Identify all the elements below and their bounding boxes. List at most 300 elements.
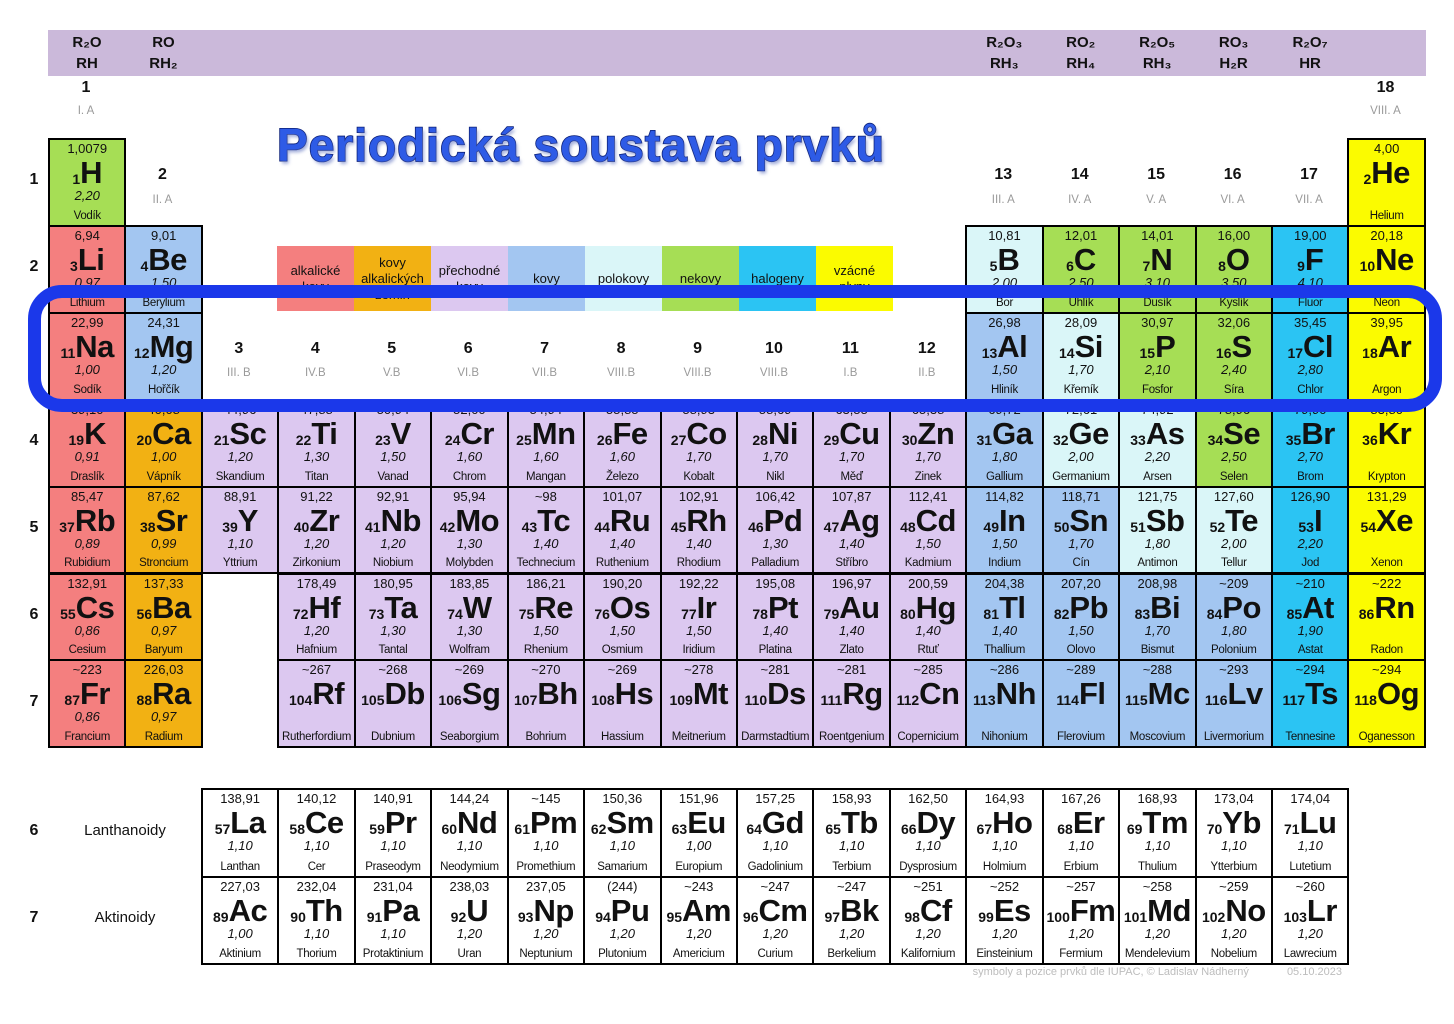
- element-cell-Ts: [1271, 659, 1349, 748]
- element-cell-Pu: [583, 876, 661, 966]
- group-number-13: 13: [994, 166, 1013, 183]
- element-name: Křemík: [1063, 383, 1099, 396]
- symbol-line: [516, 415, 576, 451]
- atomic-mass: 126,90: [1290, 488, 1331, 504]
- element-name: Helium: [1369, 209, 1404, 222]
- element-cell-Ba: [124, 573, 202, 662]
- atomic-mass: 63,55: [835, 401, 868, 417]
- electronegativity: 1,10: [609, 838, 635, 853]
- element-symbol: Te: [1225, 502, 1259, 538]
- period-number-6: 6: [29, 605, 39, 623]
- atomic-number: 23: [375, 431, 391, 448]
- element-symbol: Ru: [609, 502, 651, 538]
- atomic-mass: 237,05: [525, 878, 566, 894]
- electronegativity: 2,50: [1068, 274, 1094, 290]
- symbol-line: [591, 807, 654, 838]
- element-name: Yttrium: [222, 557, 258, 570]
- element-name: Promethium: [516, 860, 576, 873]
- atomic-number: 116: [1204, 692, 1228, 709]
- atomic-mass: 190,20: [602, 575, 643, 591]
- legend-label: polokovy: [597, 270, 650, 286]
- element-cell-Th: [277, 876, 355, 966]
- atomic-mass: 24,31: [147, 314, 180, 330]
- element-symbol: Cm: [758, 892, 808, 928]
- atomic-mass: 9,01: [151, 227, 177, 243]
- symbol-line: [1283, 892, 1337, 928]
- symbol-line: [1218, 241, 1250, 277]
- atomic-mass: ~252: [989, 878, 1020, 894]
- atomic-mass: ~294: [1372, 662, 1402, 678]
- element-cell-Ru: [583, 486, 661, 575]
- element-symbol: Rb: [74, 502, 116, 538]
- element-cell-Cr: [430, 399, 508, 488]
- element-symbol: Mc: [1147, 676, 1190, 712]
- atomic-mass: 140,12: [296, 791, 337, 806]
- element-cell-B: [965, 225, 1043, 314]
- element-symbol: Ds: [767, 676, 806, 712]
- element-cell-Cn: [889, 659, 967, 748]
- atomic-mass: 192,22: [678, 575, 719, 591]
- symbol-line: [1056, 676, 1106, 712]
- atomic-number: 108: [591, 692, 615, 709]
- element-cell-Hg: [889, 573, 967, 662]
- symbol-line: [70, 241, 105, 277]
- element-cell-Rf: [277, 659, 355, 748]
- element-cell-Pb: [1042, 573, 1120, 662]
- element-symbol: Am: [682, 892, 731, 928]
- group-roman-label: II. A: [152, 194, 173, 206]
- element-cell-W: [430, 573, 508, 662]
- electronegativity: 1,70: [762, 448, 788, 464]
- atomic-number: 75: [518, 605, 535, 622]
- symbol-line: [1358, 589, 1415, 625]
- atomic-mass: 20,18: [1370, 227, 1403, 243]
- symbol-line: [1134, 589, 1181, 625]
- footer-date: 05.10.2023: [1286, 966, 1342, 978]
- element-cell-Ir: [660, 573, 738, 662]
- atomic-number: 90: [290, 908, 306, 925]
- element-cell-Sr: [124, 486, 202, 575]
- element-cell-Li: [48, 225, 126, 314]
- element-cell-Pm: [507, 788, 585, 878]
- atomic-mass: ~260: [1295, 878, 1325, 894]
- electronegativity: 1,10: [380, 925, 406, 941]
- symbol-line: [983, 589, 1026, 625]
- electronegativity: 1,10: [227, 535, 253, 551]
- element-name: Selen: [1219, 470, 1248, 483]
- symbol-line: [594, 589, 651, 625]
- element-symbol: Os: [609, 589, 651, 625]
- element-cell-Re: [507, 573, 585, 662]
- symbol-line: [670, 502, 727, 538]
- symbol-line: [820, 676, 883, 712]
- element-cell-P: [1118, 312, 1196, 401]
- electronegativity: 1,10: [533, 838, 559, 853]
- element-name: Rubidium: [64, 557, 111, 570]
- element-name: Nihonium: [981, 731, 1028, 744]
- symbol-line: [1363, 157, 1409, 188]
- formula-group-15: [1118, 32, 1196, 74]
- series-period-number-6: 6: [29, 821, 39, 839]
- element-cell-Mn: [507, 399, 585, 488]
- symbol-line: [1066, 241, 1096, 277]
- electronegativity: 1,40: [533, 535, 559, 551]
- group-roman-label: I. A: [77, 105, 95, 117]
- atomic-mass: 157,25: [755, 791, 796, 806]
- atomic-mass: 32,06: [1217, 314, 1251, 330]
- atomic-mass: 72,61: [1064, 401, 1098, 417]
- electronegativity: 1,40: [609, 535, 635, 551]
- element-name: Cer: [307, 860, 326, 873]
- element-name: Europium: [675, 860, 723, 873]
- symbol-line: [140, 241, 187, 277]
- element-symbol: Lr: [1306, 892, 1337, 928]
- electronegativity: 2,20: [1297, 535, 1323, 551]
- group-roman-label: VII. A: [1295, 194, 1323, 206]
- group-number-5: 5: [387, 340, 397, 357]
- atomic-number: 115: [1125, 692, 1148, 709]
- element-symbol: Bi: [1150, 589, 1181, 625]
- atomic-number: 48: [900, 518, 916, 535]
- symbol-line: [1125, 676, 1190, 712]
- electronegativity: 1,20: [838, 925, 865, 941]
- electronegativity: 1,10: [303, 838, 330, 853]
- symbol-line: [1130, 415, 1185, 451]
- atomic-mass: 16,00: [1217, 227, 1251, 243]
- element-name: Fluor: [1297, 296, 1323, 309]
- symbol-line: [1142, 241, 1173, 277]
- symbol-line: [976, 415, 1033, 451]
- element-symbol: Rn: [1374, 589, 1415, 625]
- electronegativity: 2,10: [1144, 361, 1171, 377]
- atomic-number: 53: [1298, 518, 1314, 535]
- symbol-line: [295, 415, 338, 451]
- electronegativity: 1,20: [762, 925, 788, 941]
- electronegativity: 1,20: [1297, 925, 1323, 941]
- electronegativity: 1,20: [1221, 925, 1247, 941]
- atomic-number: 5: [989, 257, 998, 274]
- element-symbol: Rg: [842, 676, 883, 712]
- element-symbol: Fr: [80, 676, 110, 712]
- atomic-mass: ~251: [913, 878, 943, 894]
- element-symbol: Cs: [75, 589, 115, 625]
- atomic-number: 87: [64, 692, 80, 709]
- element-symbol: Kr: [1377, 415, 1412, 451]
- element-cell-Os: [583, 573, 661, 662]
- group-roman-label: III. A: [991, 194, 1015, 206]
- atomic-number: 25: [516, 431, 532, 448]
- element-symbol: Al: [997, 328, 1028, 364]
- atomic-number: 71: [1284, 821, 1300, 837]
- electronegativity: 1,70: [1068, 361, 1094, 377]
- oxide-formula: RO₃: [1218, 34, 1249, 51]
- atomic-mass: 26,98: [988, 314, 1021, 330]
- atomic-mass: 87,62: [147, 488, 180, 504]
- element-symbol: Cf: [919, 892, 952, 928]
- symbol-line: [136, 415, 191, 451]
- symbol-line: [72, 157, 102, 188]
- symbol-line: [752, 589, 798, 625]
- symbol-line: [1360, 502, 1413, 538]
- electronegativity: 3,10: [1144, 274, 1171, 290]
- atomic-mass: 91,22: [300, 488, 333, 504]
- legend-item: [277, 246, 354, 311]
- element-symbol: Mt: [692, 676, 728, 712]
- element-name: Livermorium: [1203, 731, 1264, 744]
- atomic-number: 88: [136, 692, 153, 709]
- electronegativity: 1,70: [838, 448, 865, 464]
- electronegativity: 1,00: [74, 361, 100, 377]
- atomic-number: 106: [438, 692, 462, 709]
- element-name: Plutonium: [598, 948, 647, 960]
- element-symbol: Gd: [761, 805, 804, 840]
- element-cell-Mt: [660, 659, 738, 748]
- element-name: Terbium: [832, 860, 872, 873]
- symbol-line: [60, 589, 115, 625]
- atomic-mass: ~243: [684, 878, 714, 894]
- electronegativity: 1,60: [609, 448, 635, 464]
- electronegativity: 1,30: [456, 622, 483, 638]
- atomic-number: 68: [1057, 821, 1073, 837]
- atomic-mass: ~259: [1219, 878, 1249, 894]
- symbol-line: [1285, 415, 1335, 451]
- atomic-number: 39: [222, 518, 238, 535]
- element-cell-He: [1347, 138, 1425, 227]
- atomic-mass: 83,80: [1370, 401, 1403, 417]
- element-name: Vodík: [73, 209, 101, 222]
- group-roman-label: VI.B: [457, 367, 480, 379]
- element-cell-Ge: [1042, 399, 1120, 488]
- atomic-mass: 137,33: [143, 575, 184, 591]
- element-cell-I: [1271, 486, 1349, 575]
- element-symbol: Zr: [309, 502, 340, 538]
- element-name: Draslík: [70, 470, 105, 483]
- element-symbol: Sg: [461, 676, 501, 712]
- symbol-line: [1209, 502, 1259, 538]
- symbol-line: [450, 892, 489, 928]
- element-name: Chrom: [452, 470, 486, 483]
- atomic-mass: 58,69: [758, 401, 792, 417]
- atomic-mass: 226,03: [143, 662, 184, 678]
- element-cell-Pr: [354, 788, 432, 878]
- atomic-mass: 107,87: [831, 488, 872, 504]
- element-name: Lutetium: [1289, 860, 1332, 873]
- atomic-number: 17: [1287, 344, 1304, 361]
- atomic-number: 38: [139, 518, 156, 535]
- atomic-number: 82: [1053, 605, 1070, 622]
- atomic-mass: 55,85: [606, 401, 639, 417]
- electronegativity: 1,50: [915, 535, 941, 551]
- element-cell-Zr: [277, 486, 355, 575]
- element-name: Zlato: [839, 644, 864, 657]
- period-number-5: 5: [29, 519, 39, 537]
- element-name: Kalifornium: [900, 948, 956, 960]
- element-symbol: Na: [75, 328, 114, 364]
- element-name: Hliník: [991, 383, 1018, 396]
- atomic-mass: ~222: [1372, 575, 1402, 591]
- electronegativity: 1,50: [1068, 622, 1094, 638]
- element-cell-Cs: [48, 573, 126, 662]
- element-symbol: W: [462, 589, 492, 625]
- atomic-mass: 12,01: [1064, 227, 1098, 243]
- legend-item: [431, 246, 508, 311]
- element-symbol: Ar: [1377, 328, 1412, 364]
- element-cell-U: [430, 876, 508, 966]
- group-roman-label: VIII. A: [1370, 105, 1401, 117]
- symbol-line: [670, 415, 727, 451]
- element-name: Brom: [1297, 470, 1324, 483]
- atomic-mass: 132,91: [67, 575, 108, 591]
- element-cell-Og: [1347, 659, 1425, 748]
- symbol-line: [1204, 676, 1263, 712]
- electronegativity: 0,99: [151, 535, 177, 551]
- element-symbol: Br: [1301, 415, 1335, 451]
- electronegativity: 1,50: [151, 274, 177, 290]
- symbol-line: [366, 892, 420, 928]
- element-name: Niobium: [372, 557, 414, 570]
- element-cell-Pd: [736, 486, 814, 575]
- element-name: Kadmium: [904, 557, 952, 570]
- electronegativity: 1,00: [227, 925, 253, 941]
- atomic-mass: (244): [607, 878, 638, 894]
- atomic-mass: 164,93: [984, 791, 1025, 806]
- atomic-number: 35: [1285, 431, 1302, 448]
- atomic-number: 15: [1139, 344, 1156, 361]
- element-cell-Cd: [889, 486, 967, 575]
- element-cell-Ta: [354, 573, 432, 662]
- atomic-number: 62: [590, 821, 607, 837]
- element-cell-N: [1118, 225, 1196, 314]
- atomic-mass: 39,95: [1370, 314, 1403, 330]
- symbol-line: [136, 589, 191, 625]
- element-symbol: In: [998, 502, 1026, 538]
- atomic-number: 89: [212, 908, 229, 925]
- atomic-number: 26: [596, 431, 613, 448]
- element-cell-Er: [1042, 788, 1120, 878]
- electronegativity: 1,20: [915, 925, 941, 941]
- element-symbol: Cd: [915, 502, 956, 538]
- element-cell-Rb: [48, 486, 126, 575]
- symbol-line: [290, 892, 343, 928]
- atomic-number: 110: [744, 692, 768, 709]
- legend-item: [816, 246, 893, 311]
- oxide-formula: R₂O: [72, 34, 102, 51]
- series-period-number-7: 7: [29, 909, 39, 927]
- element-cell-Rh: [660, 486, 738, 575]
- symbol-line: [288, 676, 345, 712]
- element-symbol: Po: [1222, 589, 1261, 625]
- atomic-mass: 178,49: [296, 575, 337, 591]
- electronegativity: 1,10: [456, 838, 483, 853]
- electronegativity: 1,20: [380, 535, 406, 551]
- element-cell-Nh: [965, 659, 1043, 748]
- atomic-number: 99: [978, 908, 994, 925]
- element-cell-H: [48, 138, 126, 227]
- element-symbol: Co: [686, 415, 727, 451]
- atomic-mass: ~281: [760, 662, 790, 678]
- atomic-number: 27: [670, 431, 687, 448]
- element-cell-Ds: [736, 659, 814, 748]
- legend-item: [739, 246, 816, 311]
- atomic-number: 74: [447, 605, 463, 622]
- element-symbol: Nh: [995, 676, 1036, 712]
- element-symbol: Cr: [460, 415, 494, 451]
- element-symbol: Mo: [455, 502, 500, 538]
- electronegativity: 1,10: [991, 838, 1018, 853]
- element-name: Berkelium: [827, 948, 876, 960]
- element-cell-Mg: [124, 312, 202, 401]
- electronegativity: 1,10: [915, 838, 941, 853]
- atomic-mass: 52,00: [453, 401, 486, 417]
- atomic-number: 58: [289, 821, 305, 837]
- group-roman-label: IV. A: [1068, 194, 1092, 206]
- element-cell-Al: [965, 312, 1043, 401]
- element-symbol: Dy: [916, 805, 956, 840]
- electronegativity: 1,80: [1144, 535, 1171, 551]
- element-symbol: S: [1231, 328, 1252, 364]
- group-number-3: 3: [234, 340, 244, 357]
- group-roman-label: V. A: [1146, 194, 1167, 206]
- element-symbol: Db: [384, 676, 425, 712]
- atomic-number: 118: [1354, 692, 1377, 709]
- element-name: Tellur: [1220, 557, 1247, 570]
- atomic-number: 101: [1123, 908, 1148, 925]
- symbol-line: [748, 502, 803, 538]
- element-name: Bor: [995, 296, 1013, 309]
- atomic-mass: ~270: [531, 662, 561, 678]
- atomic-mass: 162,50: [908, 791, 948, 806]
- element-symbol: Bh: [537, 676, 578, 712]
- element-symbol: Re: [534, 589, 573, 625]
- element-name: Moscovium: [1129, 731, 1186, 744]
- electronegativity: 4,10: [1297, 274, 1323, 290]
- electronegativity: 0,97: [74, 274, 100, 290]
- atomic-mass: ~286: [989, 662, 1020, 678]
- element-cell-Be: [124, 225, 202, 314]
- element-symbol: Ac: [228, 892, 268, 928]
- symbol-line: [439, 502, 500, 538]
- element-symbol: Ra: [152, 676, 191, 712]
- element-name: Hafnium: [296, 644, 337, 657]
- element-symbol: Pb: [1069, 589, 1109, 625]
- element-symbol: V: [390, 415, 411, 451]
- electronegativity: 0,97: [151, 622, 177, 638]
- atomic-number: 52: [1209, 518, 1226, 535]
- atomic-number: 29: [823, 431, 840, 448]
- legend-label: nekovy: [679, 270, 722, 286]
- electronegativity: 2,50: [1221, 448, 1247, 464]
- atomic-number: 114: [1056, 692, 1079, 709]
- atomic-mass: 207,20: [1061, 575, 1101, 591]
- atomic-mass: ~281: [836, 662, 867, 678]
- atomic-mass: 10,81: [988, 227, 1021, 243]
- element-symbol: He: [1371, 155, 1410, 190]
- element-name: Palladium: [751, 557, 800, 570]
- symbol-line: [591, 676, 654, 712]
- atomic-number: 12: [133, 344, 150, 361]
- element-cell-Tm: [1118, 788, 1196, 878]
- electronegativity: 1,50: [533, 622, 559, 638]
- symbol-line: [973, 676, 1036, 712]
- element-name: Bohrium: [525, 731, 567, 744]
- element-cell-Na: [48, 312, 126, 401]
- element-cell-Se: [1195, 399, 1273, 488]
- electronegativity: 0,91: [74, 448, 100, 464]
- atomic-mass: 232,04: [296, 878, 337, 894]
- element-symbol: Sm: [606, 805, 654, 840]
- atomic-mass: 74,92: [1141, 401, 1174, 417]
- element-symbol: As: [1145, 415, 1185, 451]
